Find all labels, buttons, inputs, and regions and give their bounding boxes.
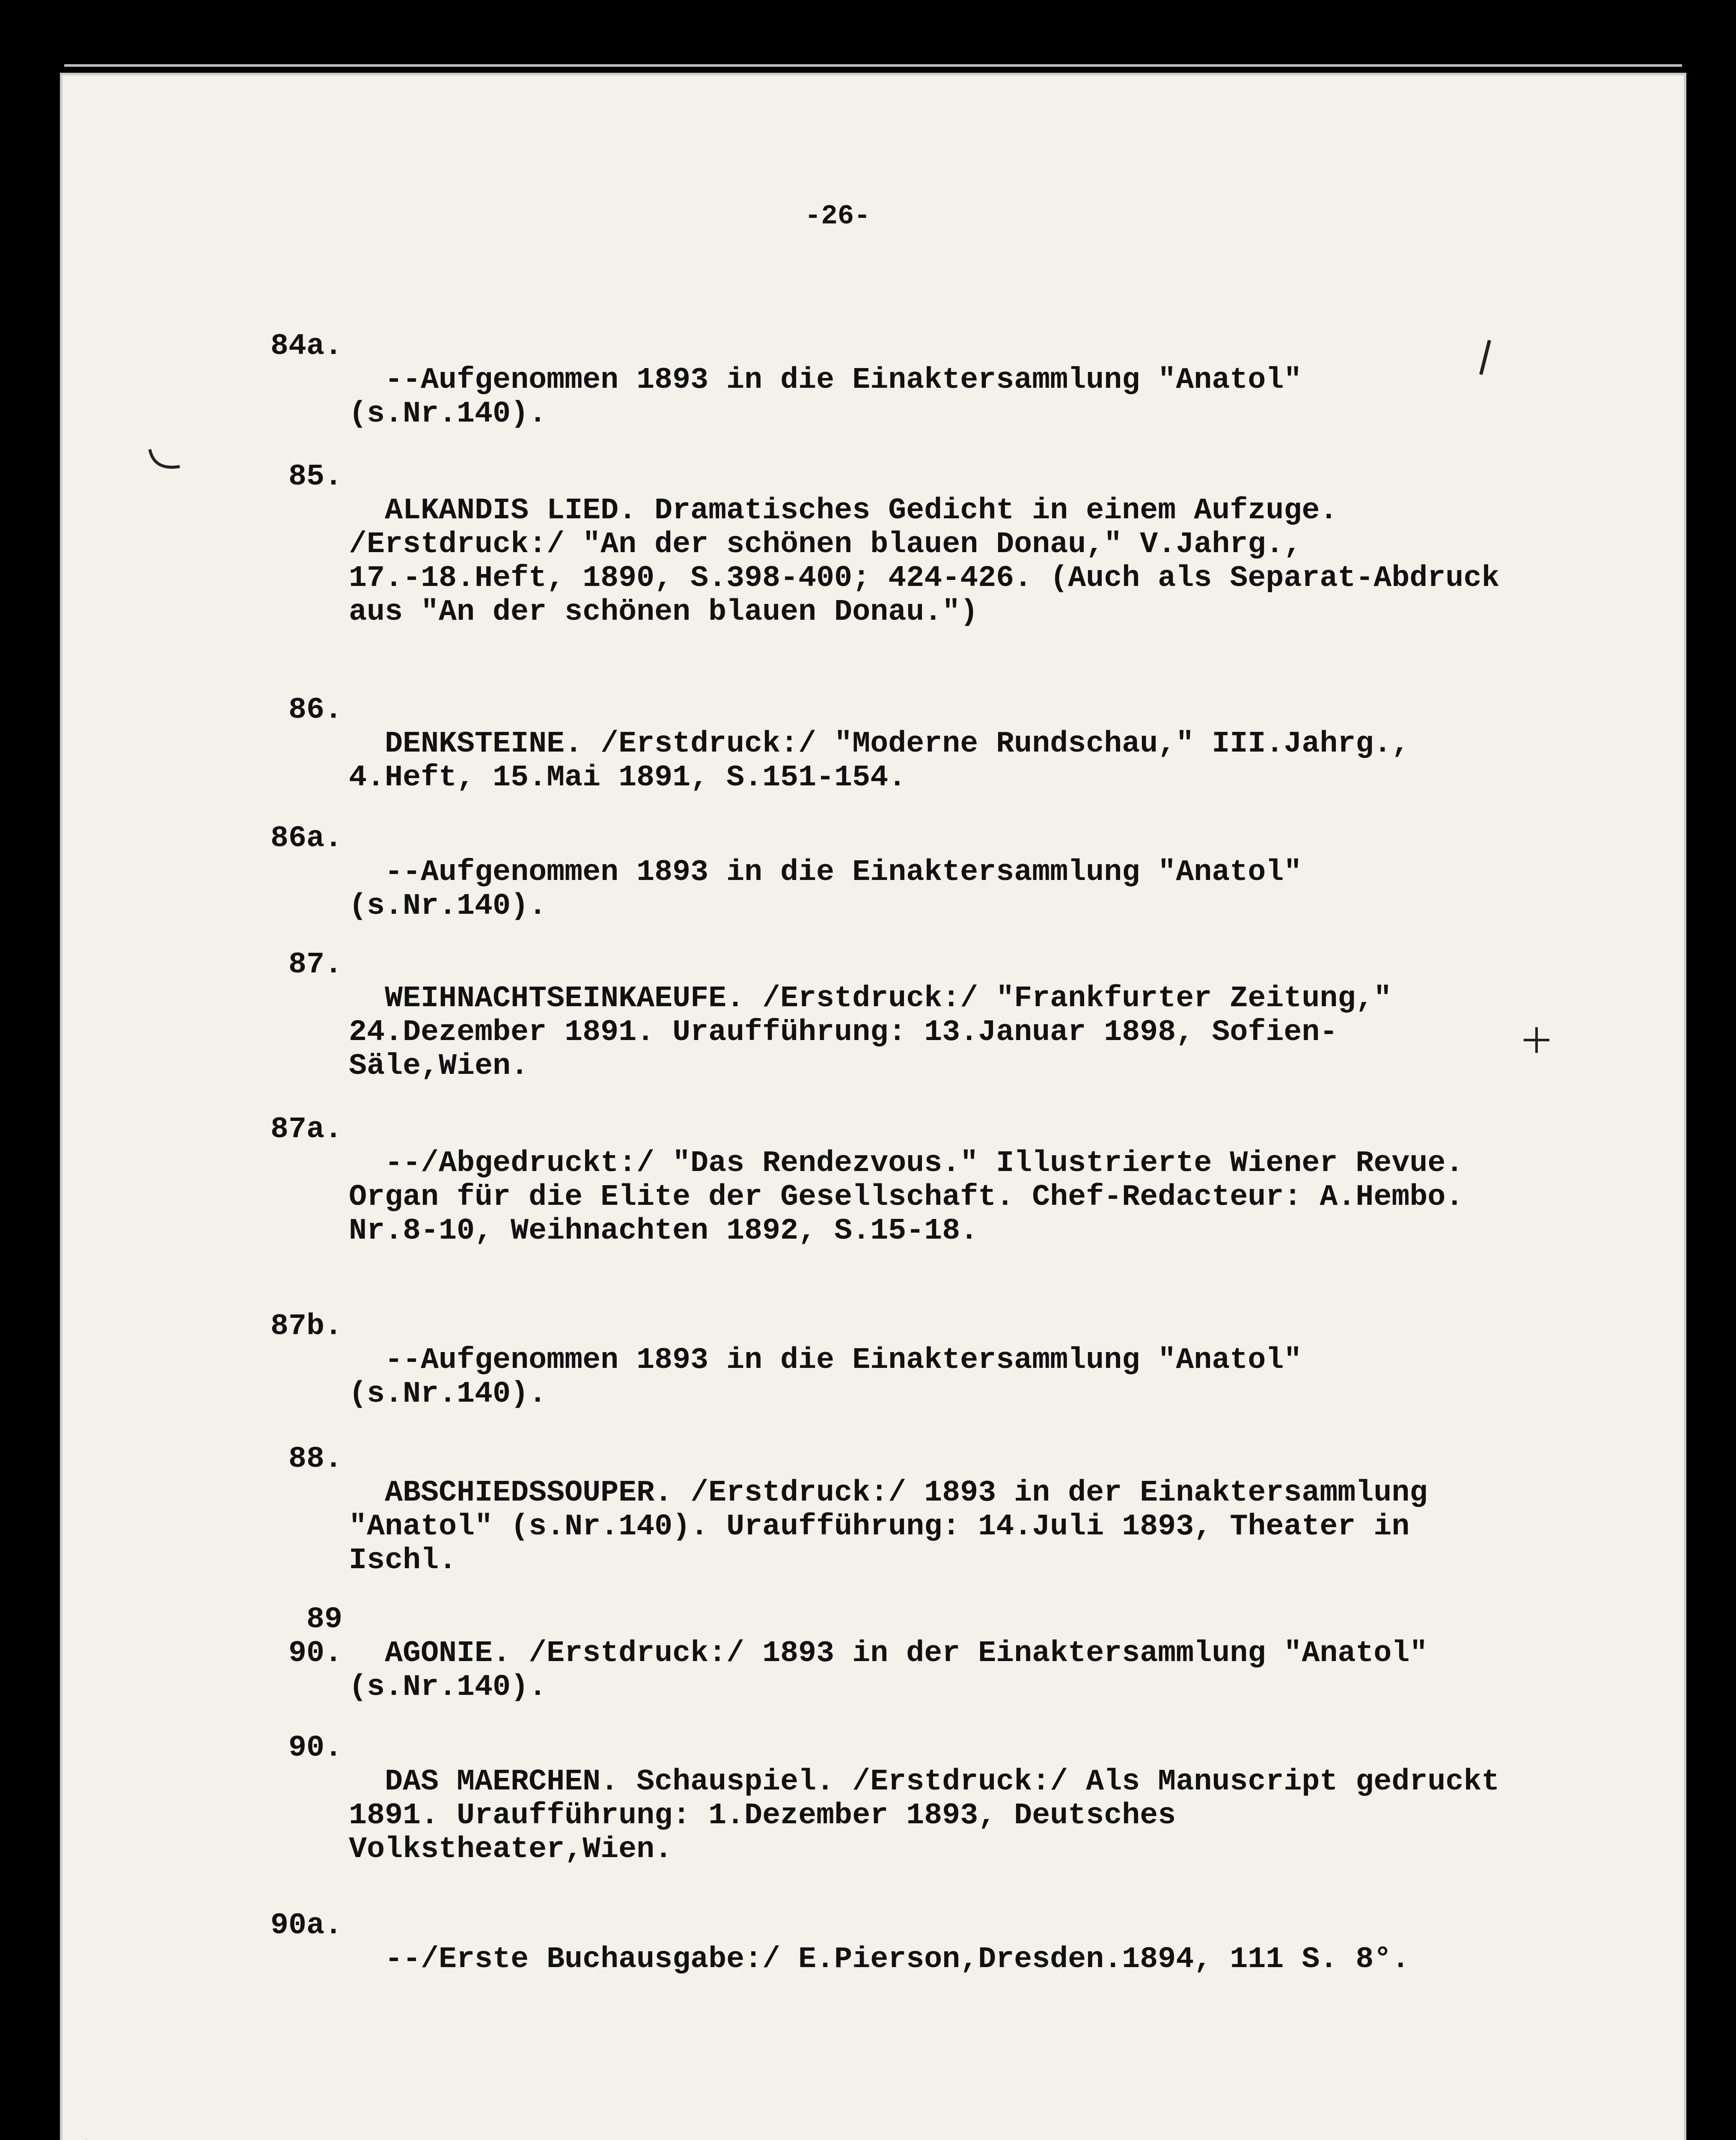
- entry-text: ALKANDIS LIED. Dramatisches Gedicht in einem Aufzuge. /Erstdruck:/ "An der schönen blauen Donau," V.Jahrg., 17.-18.Heft, 1890, S.398-400; 424-426. (Auch als Separat-Abdruck aus "An der schönen blauen Donau."): [349, 494, 1518, 629]
- entry-85: [288, 460, 1518, 629]
- entry-90: [288, 1731, 1518, 1867]
- entry-89: [288, 1603, 1504, 1704]
- entry-text: --Aufgenommen 1893 in die Einaktersammlung "Anatol" (s.Nr.140).: [349, 1343, 1320, 1411]
- entry-number: 86.: [288, 693, 342, 727]
- pencil-mark: [141, 445, 188, 479]
- entry-number: 90a.: [270, 1909, 342, 1943]
- entry-text: DENKSTEINE. /Erstdruck:/ "Moderne Rundschau," III.Jahrg., 4.Heft, 15.Mai 1891, S.151-154.: [349, 727, 1428, 795]
- page-number: -26-: [805, 201, 871, 232]
- entry-text: --Aufgenommen 1893 in die Einaktersammlung "Anatol" (s.Nr.140).: [349, 856, 1320, 923]
- entry-number: 89 90.: [288, 1603, 361, 1670]
- entry-87: [288, 948, 1504, 1083]
- entry-number: 90.: [288, 1731, 342, 1765]
- entry-86: [288, 693, 1504, 795]
- entry-number: 87b.: [270, 1310, 342, 1343]
- entry-text: WEIHNACHTSEINKAEUFE. /Erstdruck:/ "Frankfurter Zeitung," 24.Dezember 1891. Uraufführung: 13.Januar 1898, Sofien-Säle,Wien.: [349, 982, 1410, 1083]
- entry-number: 87a.: [270, 1113, 342, 1147]
- entry-number: 88.: [288, 1442, 342, 1476]
- pencil-mark: [77, 2136, 154, 2140]
- entry-number: 87.: [288, 948, 342, 982]
- pencil-mark: [1472, 338, 1498, 377]
- paper-edge: [64, 64, 1682, 67]
- entry-84a: [270, 330, 1504, 431]
- entry-86a: [270, 822, 1504, 923]
- entry-text: --/Abgedruckt:/ "Das Rendezvous." Illustrierte Wiener Revue. Organ für die Elite der Gesellschaft. Chef-Redacteur: A.Hembo. Nr.8-10, Weihnachten 1892, S.15-18.: [349, 1147, 1482, 1248]
- entry-number: 84a.: [270, 330, 342, 363]
- entry-number: 85.: [288, 460, 342, 494]
- entry-87b: [270, 1310, 1504, 1411]
- entry-text: AGONIE. /Erstdruck:/ 1893 in der Einaktersammlung "Anatol" (s.Nr.140).: [349, 1637, 1446, 1704]
- entry-text: --/Erste Buchausgabe:/ E.Pierson,Dresden.1894, 111 S. 8°.: [385, 1943, 1410, 1977]
- entry-88: [288, 1442, 1504, 1578]
- entry-text: --Aufgenommen 1893 in die Einaktersammlung "Anatol" (s.Nr.140).: [349, 363, 1320, 431]
- entry-90a: [270, 1909, 1504, 1977]
- pencil-mark: [1519, 1023, 1554, 1057]
- entry-text: DAS MAERCHEN. Schauspiel. /Erstdruck:/ Als Manuscript gedruckt 1891. Uraufführung: 1.Dezember 1893, Deutsches Volkstheater,Wien.: [349, 1765, 1518, 1867]
- entry-number: 86a.: [270, 822, 342, 856]
- entry-87a: [270, 1113, 1504, 1248]
- entry-text: ABSCHIEDSSOUPER. /Erstdruck:/ 1893 in der Einaktersammlung "Anatol" (s.Nr.140). Uraufführung: 14.Juli 1893, Theater in Ischl.: [349, 1476, 1446, 1578]
